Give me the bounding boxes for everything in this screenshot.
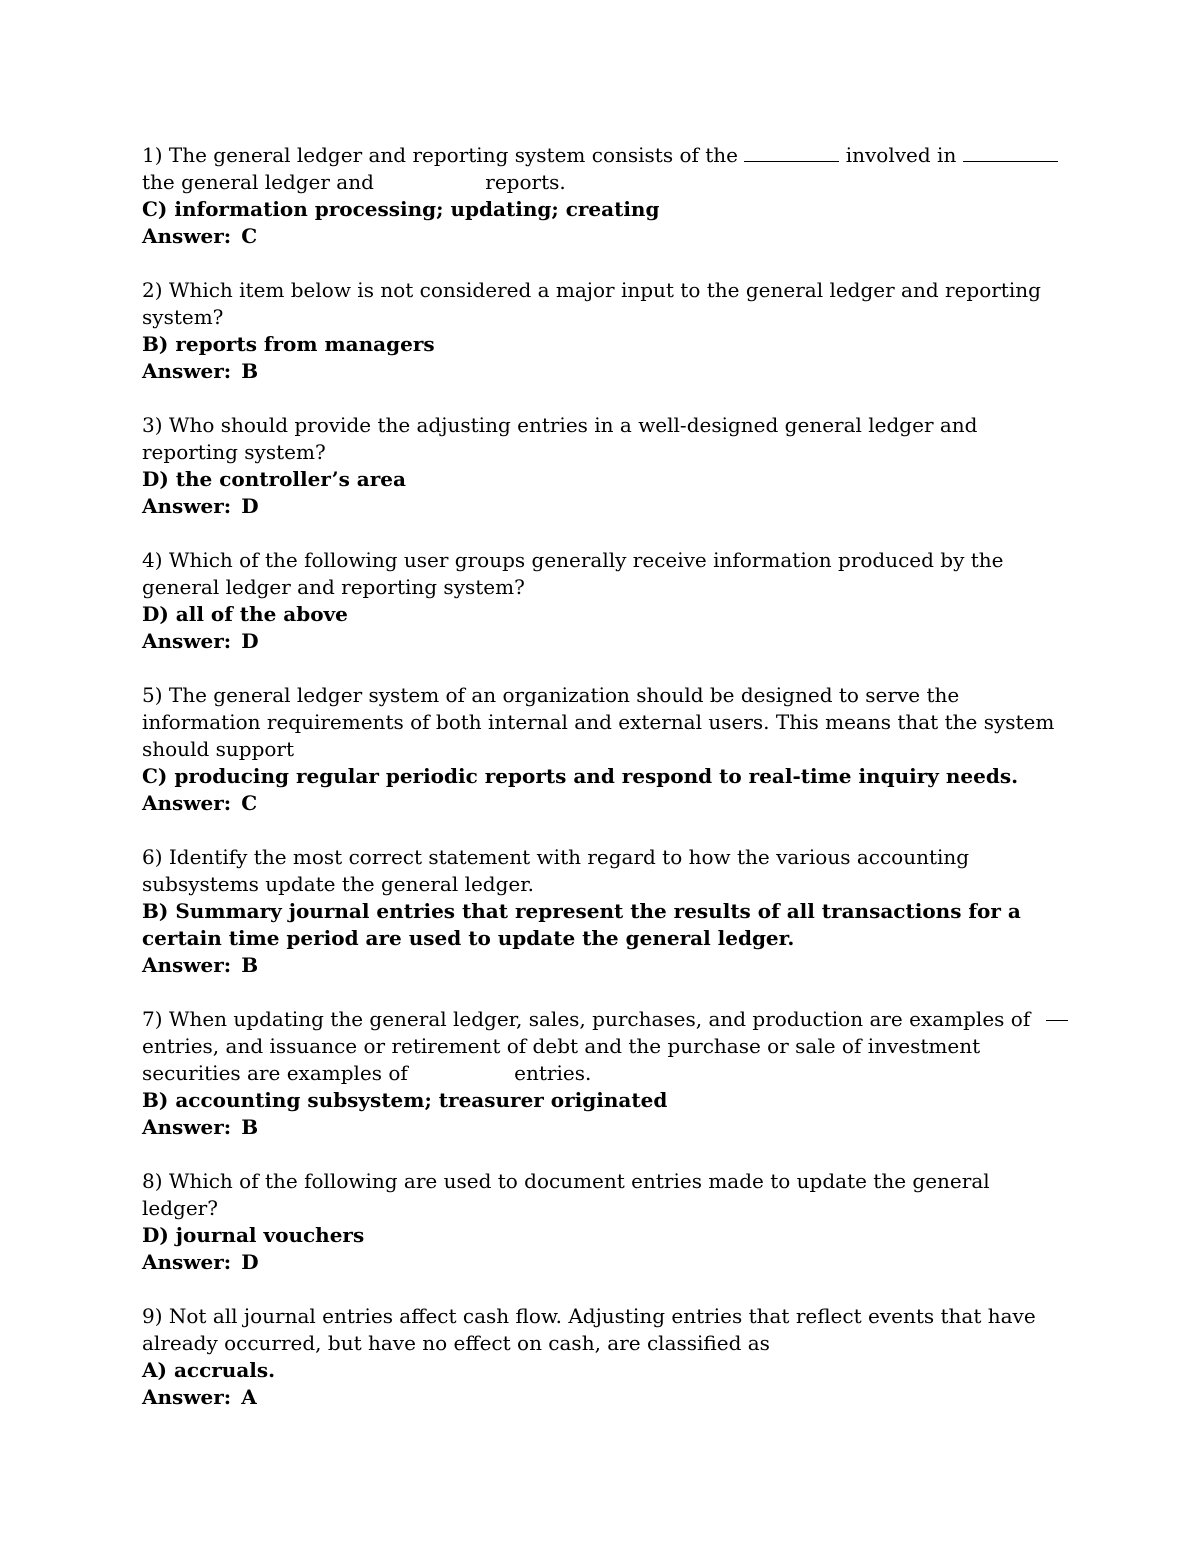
question-number: 5) <box>142 683 163 707</box>
question-3-choice: D) the controller’s area <box>142 467 406 491</box>
document-page <box>142 141 1062 1438</box>
question-number: 4) <box>142 548 163 572</box>
question-6-answer <box>142 952 1062 979</box>
question-text-part: entries, and issuance or retirement of debt and the purchase or sale of investment securities are examples of <box>142 1034 981 1085</box>
answer-label: Answer: <box>142 629 232 653</box>
question-6-text <box>142 844 1062 898</box>
question-text-part: The general ledger and reporting system consists of the <box>168 143 739 167</box>
question-8-answer <box>142 1249 1062 1276</box>
answer-letter: B <box>241 359 259 383</box>
answer-letter: D <box>241 629 259 653</box>
question-6 <box>142 844 1062 979</box>
fill-in-blank <box>1046 1020 1068 1021</box>
answer-label: Answer: <box>142 494 232 518</box>
question-text-part: Which of the following are used to document entries made to update the general ledger? <box>142 1169 990 1220</box>
question-text-part: Which of the following user groups generally receive information produced by the general ledger and reporting system? <box>142 548 1004 599</box>
question-5-text <box>142 682 1062 763</box>
question-7-choice: B) accounting subsystem; treasurer originated <box>142 1088 668 1112</box>
answer-letter: D <box>241 1250 259 1274</box>
question-7 <box>142 1006 1062 1141</box>
answer-label: Answer: <box>142 953 232 977</box>
question-3 <box>142 412 1062 520</box>
question-5-answer <box>142 790 1062 817</box>
question-2-answer <box>142 358 1062 385</box>
question-number: 9) <box>142 1304 163 1328</box>
question-number: 1) <box>142 143 163 167</box>
question-3-answer <box>142 493 1062 520</box>
question-1-choice: C) information processing; updating; creating <box>142 197 660 221</box>
answer-letter: A <box>241 1385 257 1409</box>
question-number: 2) <box>142 278 163 302</box>
answer-letter: C <box>241 224 258 248</box>
question-number: 8) <box>142 1169 163 1193</box>
question-text-part: involved in <box>845 143 957 167</box>
question-number: 6) <box>142 845 163 869</box>
answer-label: Answer: <box>142 1385 232 1409</box>
answer-letter: B <box>241 953 259 977</box>
answer-label: Answer: <box>142 359 232 383</box>
question-5 <box>142 682 1062 817</box>
question-2-text <box>142 277 1062 331</box>
question-2-choice: B) reports from managers <box>142 332 435 356</box>
answer-label: Answer: <box>142 1250 232 1274</box>
question-9-choice: A) accruals. <box>142 1358 276 1382</box>
question-8-choice: D) journal vouchers <box>142 1223 365 1247</box>
fill-in-blank <box>963 141 1058 162</box>
answer-label: Answer: <box>142 791 232 815</box>
question-9-answer <box>142 1384 1062 1411</box>
question-number: 3) <box>142 413 163 437</box>
question-4-choice: D) all of the above <box>142 602 348 626</box>
question-1 <box>142 141 1062 250</box>
answer-letter: B <box>241 1115 259 1139</box>
question-text-part: Identify the most correct statement with regard to how the various accounting subsystems update the general ledger. <box>142 845 970 896</box>
question-text-part: the general ledger and <box>142 170 374 194</box>
question-4-answer <box>142 628 1062 655</box>
question-text-part: reports. <box>485 170 566 194</box>
question-text-part: Which item below is not considered a major input to the general ledger and reporting system? <box>142 278 1041 329</box>
question-text-part: entries. <box>514 1061 592 1085</box>
fill-in-blank <box>744 141 839 162</box>
question-2 <box>142 277 1062 385</box>
question-4 <box>142 547 1062 655</box>
question-9 <box>142 1303 1062 1411</box>
question-9-text <box>142 1303 1062 1357</box>
question-number: 7) <box>142 1007 163 1031</box>
question-5-choice: C) producing regular periodic reports and respond to real-time inquiry needs. <box>142 764 1019 788</box>
question-8-text <box>142 1168 1062 1222</box>
question-1-answer <box>142 223 1062 250</box>
answer-label: Answer: <box>142 224 232 248</box>
question-text-part: The general ledger system of an organization should be designed to serve the information requirements of both internal and external users. This means that the system should support <box>142 683 1055 761</box>
question-1-text <box>142 141 1062 196</box>
question-7-answer <box>142 1114 1062 1141</box>
answer-letter: C <box>241 791 258 815</box>
question-text-part: Who should provide the adjusting entries in a well-designed general ledger and reporting system? <box>142 413 978 464</box>
question-text-part: When updating the general ledger, sales, purchases, and production are examples of <box>168 1007 1031 1031</box>
question-4-text <box>142 547 1062 601</box>
question-3-text <box>142 412 1062 466</box>
question-8 <box>142 1168 1062 1276</box>
question-text-part: Not all journal entries affect cash flow. Adjusting entries that reflect events that have already occurred, but have no effect on cash, are classified as <box>142 1304 1036 1355</box>
question-7-text <box>142 1006 1062 1087</box>
answer-label: Answer: <box>142 1115 232 1139</box>
answer-letter: D <box>241 494 259 518</box>
question-6-choice: B) Summary journal entries that represent the results of all transactions for a certain time period are used to update the general ledger. <box>142 899 1021 950</box>
